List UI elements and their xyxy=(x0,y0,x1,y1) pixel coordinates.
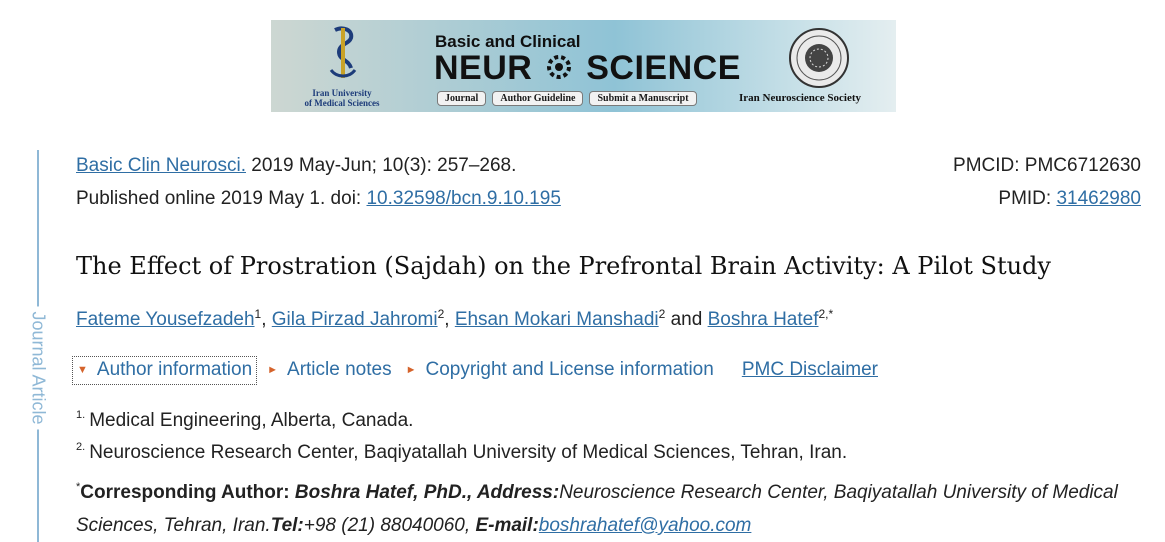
society-seal-icon xyxy=(787,26,851,90)
banner-title-left: NEUR xyxy=(434,49,533,87)
corresponding-name: Boshra Hatef, PhD., Address: xyxy=(289,482,560,503)
affiliation-number: 1. xyxy=(76,409,86,421)
author-link[interactable]: Boshra Hatef xyxy=(707,309,819,330)
university-logo xyxy=(287,26,397,108)
banner-title-right: SCIENCE xyxy=(586,49,741,87)
banner-subtitle: Basic and Clinical xyxy=(435,32,581,51)
article-info-tabs xyxy=(72,355,878,385)
submit-manuscript-button[interactable]: Submit a Manuscript xyxy=(589,91,696,106)
brain-gear-icon xyxy=(542,52,576,82)
tab-article-notes[interactable] xyxy=(263,357,395,383)
article-title: The Effect of Prostration (Sajdah) on the Prefrontal Brain Activity: A Pilot Study xyxy=(76,252,1051,280)
journal-button[interactable]: Journal xyxy=(437,91,486,106)
author-affiliation-sup: 1 xyxy=(254,307,262,321)
email-label: E-mail: xyxy=(475,515,539,536)
triangle-right-icon: ► xyxy=(267,364,279,376)
triangle-right-icon: ► xyxy=(405,364,417,376)
published-text: Published online 2019 May 1. doi: xyxy=(76,188,367,209)
pmid-label: PMID: xyxy=(998,188,1057,209)
triangle-down-icon: ▼ xyxy=(77,363,88,376)
journal-link[interactable]: Basic Clin Neurosci. xyxy=(76,155,246,176)
author-link[interactable]: Fateme Yousefzadeh xyxy=(76,309,255,330)
corresponding-author xyxy=(76,476,1126,542)
author-separator: and xyxy=(665,309,708,330)
affiliation-number: 2. xyxy=(76,441,86,453)
doi-link[interactable]: 10.32598/bcn.9.10.195 xyxy=(366,188,561,209)
society-name: Iran Neuroscience Society xyxy=(739,92,861,104)
author-separator: , xyxy=(261,309,272,330)
email-link[interactable]: boshrahatef@yahoo.com xyxy=(538,515,752,536)
citation-line xyxy=(76,155,516,177)
corresponding-star: * xyxy=(76,481,81,493)
banner-title xyxy=(434,48,741,88)
affiliation-text: Medical Engineering, Alberta, Canada. xyxy=(89,410,414,431)
journal-banner[interactable] xyxy=(271,20,896,112)
author-link[interactable]: Gila Pirzad Jahromi xyxy=(271,309,438,330)
affiliation-2 xyxy=(76,442,847,464)
affiliation-text: Neuroscience Research Center, Baqiyatallah University of Medical Sciences, Tehran, Iran. xyxy=(89,442,848,463)
university-name-line1: Iran University xyxy=(312,88,372,98)
author-separator: , xyxy=(444,309,455,330)
author-guideline-button[interactable]: Author Guideline xyxy=(492,91,583,106)
corresponding-label: Corresponding Author: xyxy=(80,482,290,503)
published-line xyxy=(76,188,561,210)
affiliation-1 xyxy=(76,410,413,432)
tab-label: Copyright and License information xyxy=(425,359,714,380)
pmcid-label: PMCID: xyxy=(953,155,1025,176)
pmid-link[interactable]: 31462980 xyxy=(1056,188,1141,209)
tab-copyright-license[interactable] xyxy=(402,357,718,383)
pmcid-value: PMC6712630 xyxy=(1024,155,1141,176)
pmid xyxy=(998,188,1141,210)
article-type-label: Journal Article xyxy=(28,306,49,429)
journal-details: 2019 May-Jun; 10(3): 257–268. xyxy=(246,155,517,176)
tab-author-information[interactable] xyxy=(72,356,257,385)
tab-label: Article notes xyxy=(287,359,392,380)
tel-label: Tel: xyxy=(270,515,304,536)
tab-label: Author information xyxy=(96,358,253,380)
author-link[interactable]: Ehsan Mokari Manshadi xyxy=(454,309,659,330)
author-affiliation-sup: 2,* xyxy=(818,307,834,321)
corresponding-address: Neuroscience Research Center, Baqiyatallah University of Medical Sciences, Tehran, Iran. xyxy=(76,482,1118,536)
author-affiliation-sup: 2 xyxy=(437,307,445,321)
university-emblem-icon xyxy=(323,26,363,80)
tel-value: +98 (21) 88040060, xyxy=(303,515,476,536)
pmcid xyxy=(953,155,1141,177)
university-name-line2: of Medical Sciences xyxy=(304,98,380,108)
author-affiliation-sup: 2 xyxy=(658,307,666,321)
banner-nav xyxy=(437,91,697,106)
author-list xyxy=(76,309,833,331)
pmc-disclaimer-link[interactable]: PMC Disclaimer xyxy=(741,359,878,380)
